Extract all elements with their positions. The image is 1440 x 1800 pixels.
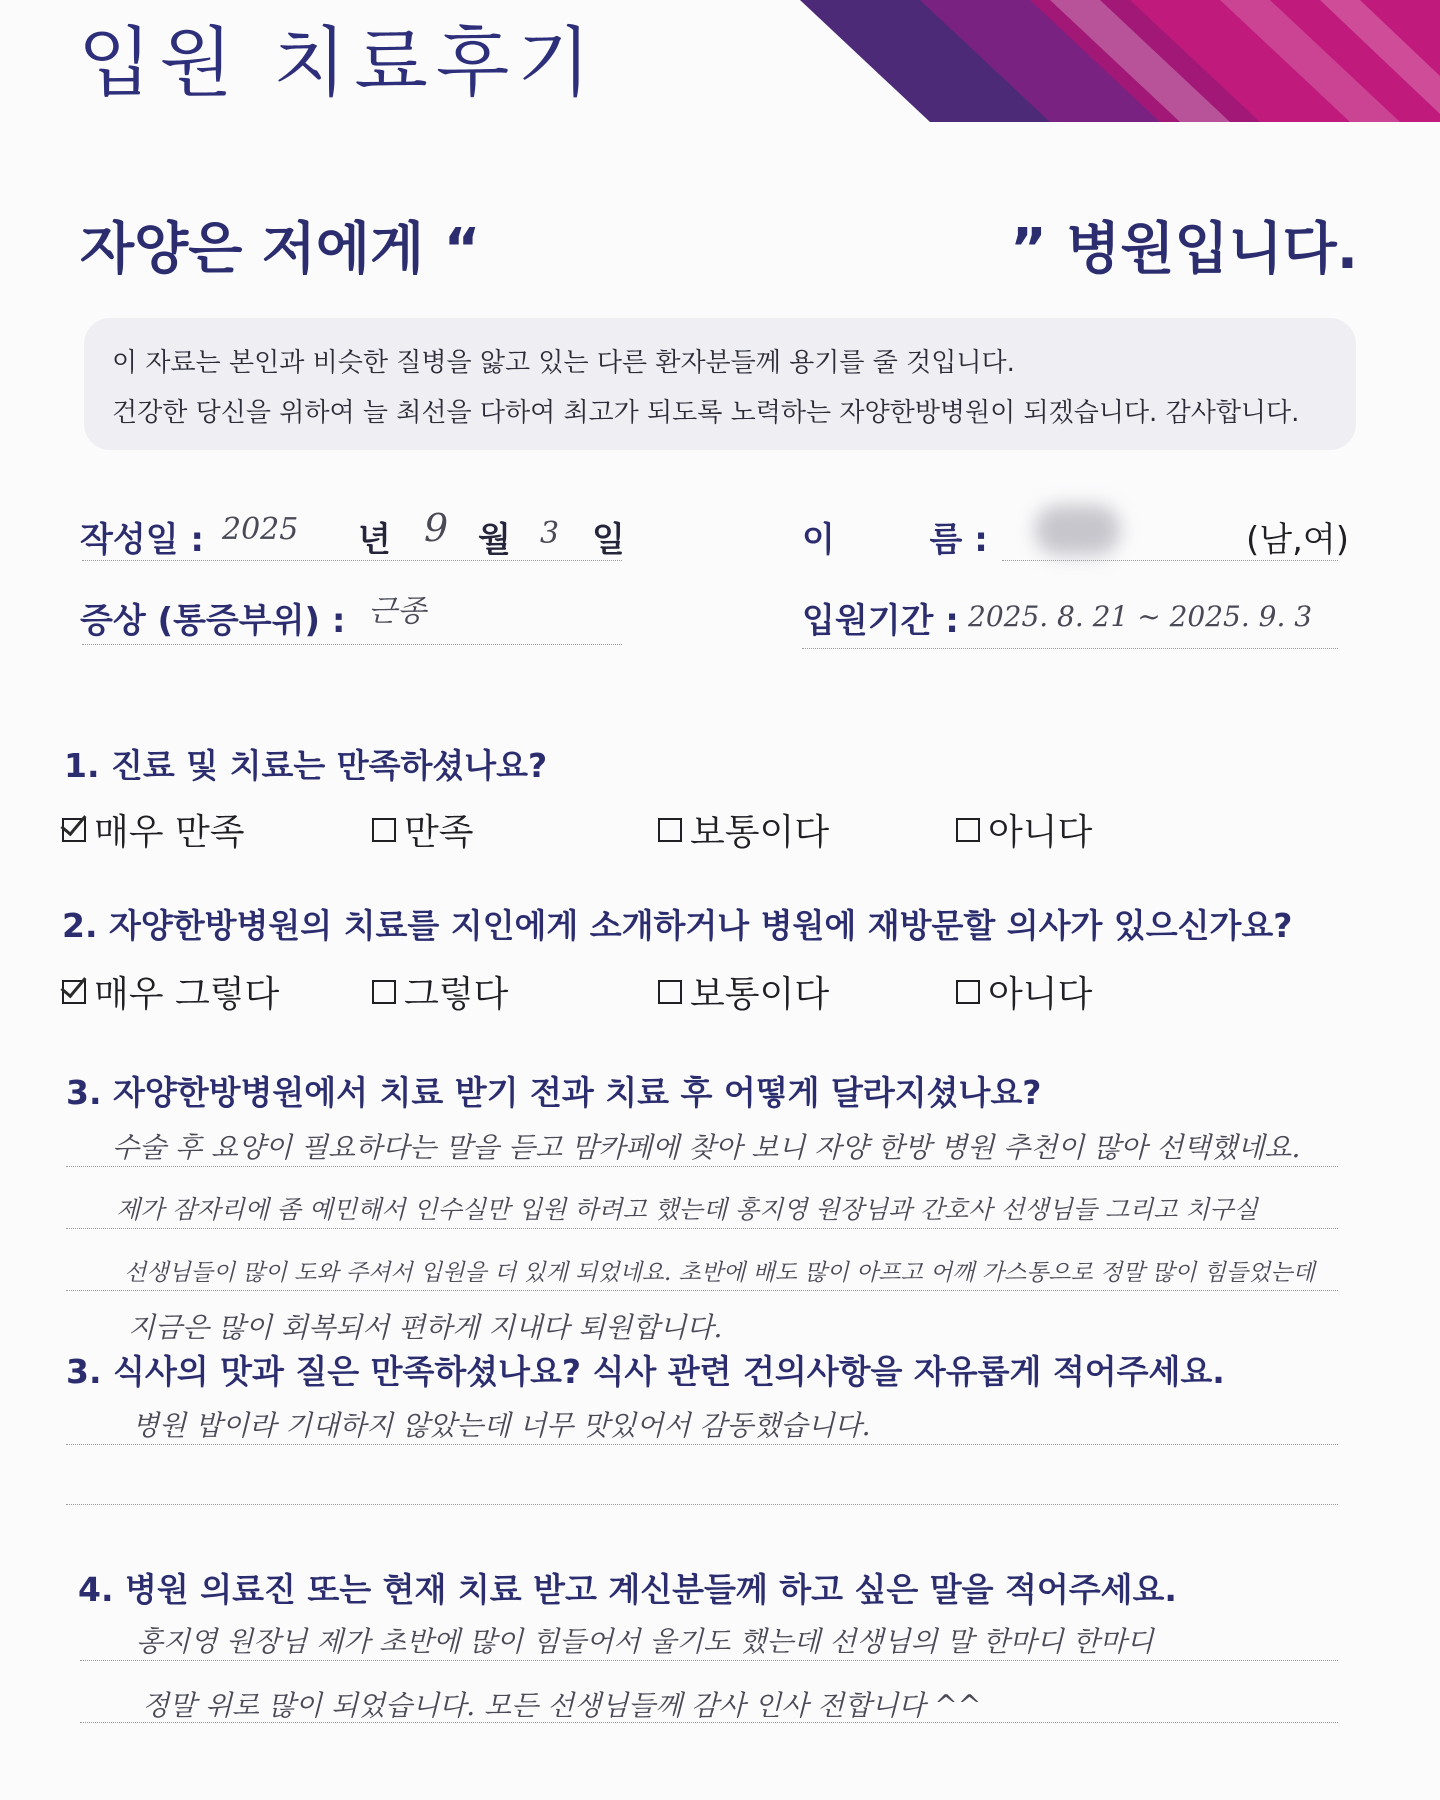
- date-underline: [82, 560, 622, 561]
- q3-answer-line: 지금은 많이 회복되서 편하게 지내다 퇴원합니다.: [128, 1311, 723, 1344]
- intro-box: [84, 318, 1356, 450]
- period-label: 입원기간 :: [802, 601, 959, 641]
- date-label: 작성일 :: [80, 520, 204, 560]
- q3-answer-line: 수술 후 요양이 필요하다는 말을 듣고 맘카페에 찾아 보니 자양 한방 병원 추천이 많아 선택했네요.: [112, 1131, 1301, 1164]
- period-value: 2025. 8. 21 ~ 2025. 9. 3: [968, 600, 1313, 633]
- checkbox[interactable]: [372, 818, 396, 842]
- checkbox-checked[interactable]: [62, 818, 86, 842]
- year-unit: 년: [358, 520, 391, 560]
- q3b-answer-rule: [66, 1444, 1338, 1445]
- q3-answer-rule: [66, 1290, 1338, 1291]
- q4-answer-line: 정말 위로 많이 되었습니다. 모든 선생님들께 감사 인사 전합니다 ^^: [142, 1689, 982, 1722]
- q3-question: 3. 자양한방병원에서 치료 받기 전과 치료 후 어떻게 달라지셨나요?: [66, 1073, 1042, 1112]
- q4-answer-line: 홍지영 원장님 제가 초반에 많이 힘들어서 울기도 했는데 선생님의 말 한마디 한마디: [136, 1625, 1154, 1658]
- q3-answer-line: 제가 잠자리에 좀 예민해서 인수실만 입원 하려고 했는데 홍지영 원장님과 간호사 선생님들 그리고 치구실: [116, 1195, 1258, 1224]
- q3-answer-rule: [66, 1228, 1338, 1229]
- checkbox[interactable]: [658, 818, 682, 842]
- header-banner-graphic: [800, 0, 1440, 122]
- checkbox-checked[interactable]: [62, 980, 86, 1004]
- q1-option-very-satisfied[interactable]: [62, 804, 245, 855]
- intro-line-2: 건강한 당신을 위하여 늘 최선을 다하여 최고가 되도록 노력하는 자양한방병원이 되겠습니다. 감사합니다.: [112, 398, 1300, 428]
- q3b-answer-rule: [66, 1504, 1338, 1505]
- checkbox[interactable]: [658, 980, 682, 1004]
- checkbox[interactable]: [956, 980, 980, 1004]
- name-label: 이 름 :: [802, 520, 988, 560]
- q1-option-label: 아니다: [988, 812, 1093, 853]
- checkbox[interactable]: [372, 980, 396, 1004]
- q1-option-label: 매우 만족: [94, 812, 245, 853]
- q1-option-label: 만족: [404, 812, 474, 853]
- q2-option-label: 매우 그렇다: [94, 974, 280, 1015]
- q2-question: 2. 자양한방병원의 치료를 지인에게 소개하거나 병원에 재방문할 의사가 있으신가요?: [62, 906, 1293, 945]
- symptom-label: 증상 (통증부위) :: [80, 601, 346, 641]
- date-year-value: 2025: [222, 512, 299, 547]
- symptom-underline: [82, 644, 622, 645]
- symptom-value: 근종: [368, 594, 426, 629]
- checkbox[interactable]: [956, 818, 980, 842]
- day-unit: 일: [592, 520, 625, 560]
- q3b-question: 3. 식사의 맛과 질은 만족하셨나요? 식사 관련 건의사항을 자유롭게 적어주세요.: [66, 1352, 1225, 1391]
- q3-answer-rule: [66, 1166, 1338, 1167]
- q3b-answer-line: 병원 밥이라 기대하지 않았는데 너무 맛있어서 감동했습니다.: [132, 1409, 871, 1442]
- q1-option-label: 보통이다: [690, 812, 830, 853]
- period-underline: [802, 648, 1338, 649]
- page-title: 입원 치료후기: [78, 18, 599, 107]
- slogan-right: ” 병원입니다.: [1010, 217, 1359, 282]
- q2-option-agree[interactable]: [372, 966, 508, 1017]
- q1-option-satisfied[interactable]: [372, 804, 474, 855]
- q2-option-label: 아니다: [988, 974, 1093, 1015]
- name-underline: [1002, 560, 1338, 561]
- q2-option-label: 보통이다: [690, 974, 830, 1015]
- q1-option-average[interactable]: [658, 804, 829, 855]
- gender-options: (남,여): [1246, 520, 1350, 560]
- date-month-value: 9: [424, 506, 449, 550]
- intro-line-1: 이 자료는 본인과 비슷한 질병을 앓고 있는 다른 환자분들께 용기를 줄 것입니다.: [112, 348, 1015, 378]
- q2-option-strongly-agree[interactable]: [62, 966, 279, 1017]
- q4-answer-rule: [80, 1722, 1338, 1723]
- q4-answer-rule: [80, 1660, 1338, 1661]
- date-day-value: 3: [540, 516, 560, 551]
- q1-option-no[interactable]: [956, 804, 1092, 855]
- q3-answer-line: 선생님들이 많이 도와 주셔서 입원을 더 있게 되었네요. 초반에 배도 많이 아프고 어깨 가스통으로 정말 많이 힘들었는데: [124, 1260, 1315, 1286]
- q4-question: 4. 병원 의료진 또는 현재 치료 받고 계신분들께 하고 싶은 말을 적어주세요.: [78, 1570, 1177, 1609]
- redacted-name: [1035, 505, 1120, 555]
- slogan-left: 자양은 저에게 “: [80, 217, 481, 282]
- q1-question: 1. 진료 및 치료는 만족하셨나요?: [64, 746, 548, 785]
- q2-option-average[interactable]: [658, 966, 829, 1017]
- month-unit: 월: [478, 520, 511, 560]
- q2-option-no[interactable]: [956, 966, 1092, 1017]
- q2-option-label: 그렇다: [404, 974, 509, 1015]
